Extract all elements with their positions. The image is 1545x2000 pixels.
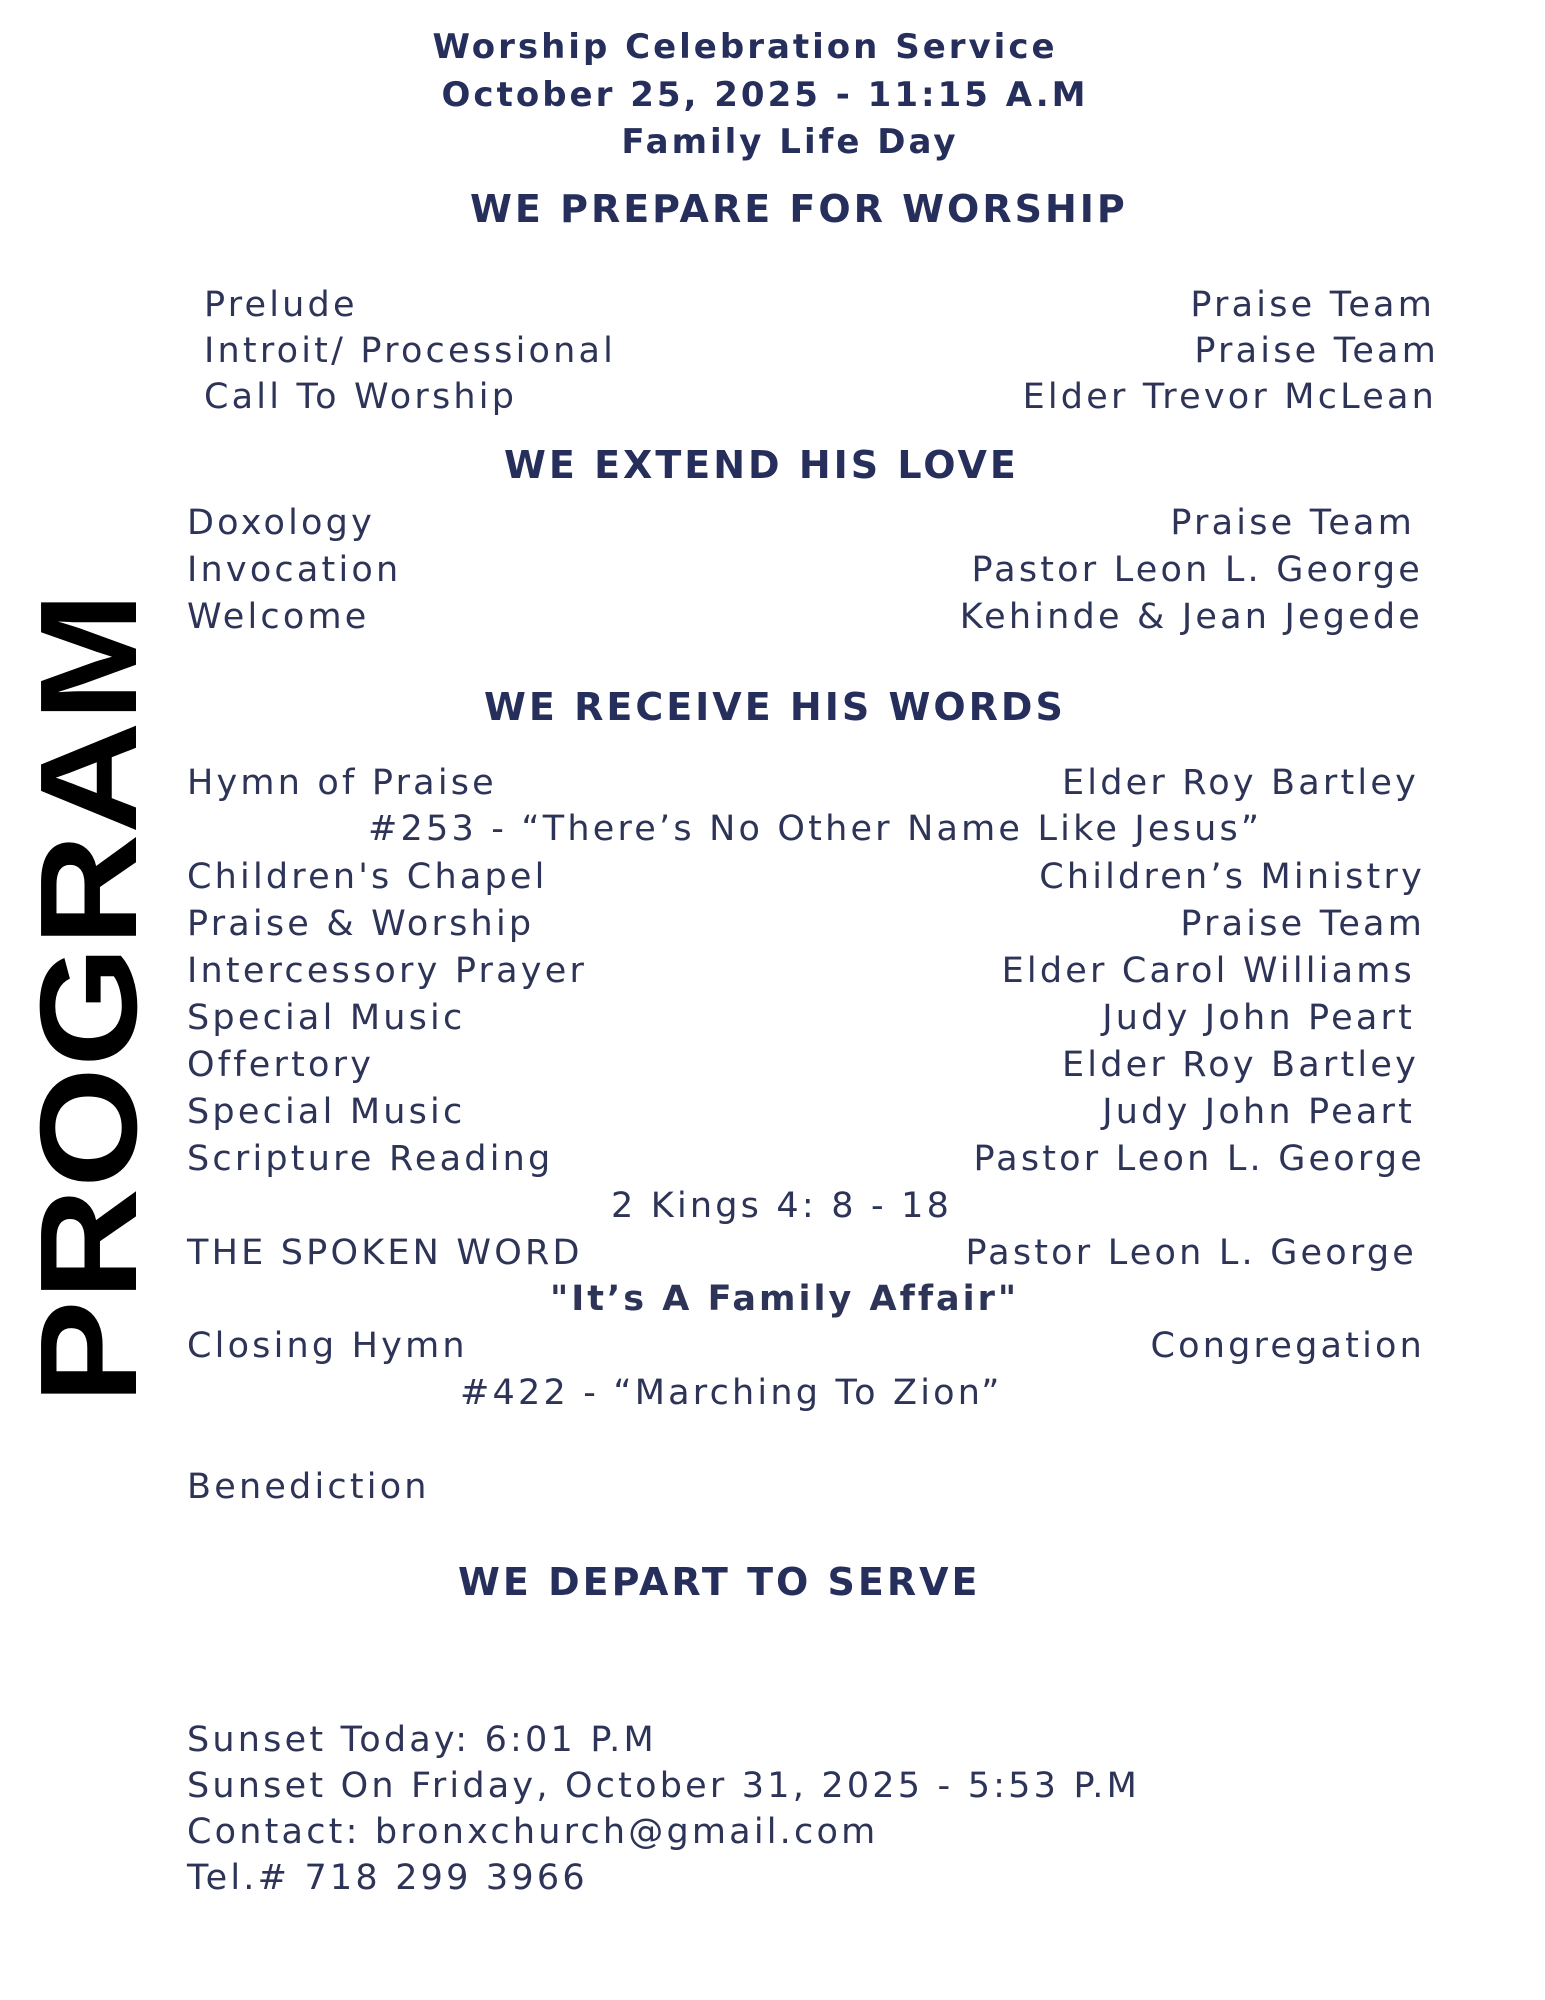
receive-item-label: Special Music xyxy=(187,1092,466,1132)
extend-item-label: Doxology xyxy=(187,503,376,543)
contact-email: Contact: bronxchurch@gmail.com xyxy=(187,1812,879,1852)
receive-item-label: Children's Chapel xyxy=(187,857,548,897)
receive-item-label: Special Music xyxy=(187,998,466,1038)
receive-item-person: Congregation xyxy=(1150,1326,1425,1366)
receive-item-person: Judy John Peart xyxy=(1102,998,1415,1038)
receive-item-person: Judy John Peart xyxy=(1102,1092,1415,1132)
prepare-item-person: Praise Team xyxy=(1194,331,1439,371)
service-title: Worship Celebration Service xyxy=(432,27,1058,67)
sermon-title: "It’s A Family Affair" xyxy=(550,1279,1020,1319)
section-extend-heading: WE EXTEND HIS LOVE xyxy=(504,443,1019,487)
prepare-item-label: Call To Worship xyxy=(204,377,518,417)
receive-item-label: Hymn of Praise xyxy=(187,763,497,803)
section-prepare-heading: WE PREPARE FOR WORSHIP xyxy=(470,187,1128,231)
extend-item-label: Invocation xyxy=(187,550,402,590)
extend-item-person: Pastor Leon L. George xyxy=(971,550,1423,590)
program-side-title xyxy=(12,588,166,1408)
hymn-of-praise-note: #253 - “There’s No Other Name Like Jesus” xyxy=(368,809,1263,849)
prepare-item-label: Introit/ Processional xyxy=(204,331,617,371)
program-side-title-text: PROGRAM xyxy=(12,683,166,1404)
receive-item-person: Elder Carol Williams xyxy=(1001,951,1415,991)
contact-phone: Tel.# 718 299 3966 xyxy=(187,1858,588,1898)
extend-item-person: Kehinde & Jean Jegede xyxy=(959,597,1423,637)
extend-item-label: Welcome xyxy=(187,597,370,637)
receive-item-label: THE SPOKEN WORD xyxy=(187,1233,583,1273)
service-date: October 25, 2025 - 11:15 A.M xyxy=(441,75,1089,115)
receive-item-person: Elder Roy Bartley xyxy=(1061,1045,1419,1085)
extend-item-person: Praise Team xyxy=(1170,503,1415,543)
prepare-item-person: Elder Trevor McLean xyxy=(1022,377,1437,417)
receive-item-label: Intercessory Prayer xyxy=(187,951,588,991)
receive-item-person: Children’s Ministry xyxy=(1039,857,1425,897)
receive-item-person: Pastor Leon L. George xyxy=(965,1233,1417,1273)
receive-item-person: Elder Roy Bartley xyxy=(1061,763,1419,803)
closing-hymn-note: #422 - “Marching To Zion” xyxy=(460,1373,1003,1413)
section-depart-heading: WE DEPART TO SERVE xyxy=(458,1560,981,1604)
sunset-friday: Sunset On Friday, October 31, 2025 - 5:53 P.M xyxy=(187,1766,1141,1806)
receive-item-label: Scripture Reading xyxy=(187,1139,554,1179)
receive-item-label: Offertory xyxy=(187,1045,375,1085)
prepare-item-label: Prelude xyxy=(204,285,358,325)
prepare-item-person: Praise Team xyxy=(1190,285,1435,325)
receive-item-person: Pastor Leon L. George xyxy=(973,1139,1425,1179)
sunset-today: Sunset Today: 6:01 P.M xyxy=(187,1720,657,1760)
scripture-note: 2 Kings 4: 8 - 18 xyxy=(611,1186,953,1226)
receive-item-label: Closing Hymn xyxy=(187,1326,468,1366)
service-theme: Family Life Day xyxy=(621,122,959,162)
receive-item-label: Praise & Worship xyxy=(187,904,535,944)
section-receive-heading: WE RECEIVE HIS WORDS xyxy=(484,685,1066,729)
benediction: Benediction xyxy=(187,1467,430,1507)
receive-item-person: Praise Team xyxy=(1180,904,1425,944)
